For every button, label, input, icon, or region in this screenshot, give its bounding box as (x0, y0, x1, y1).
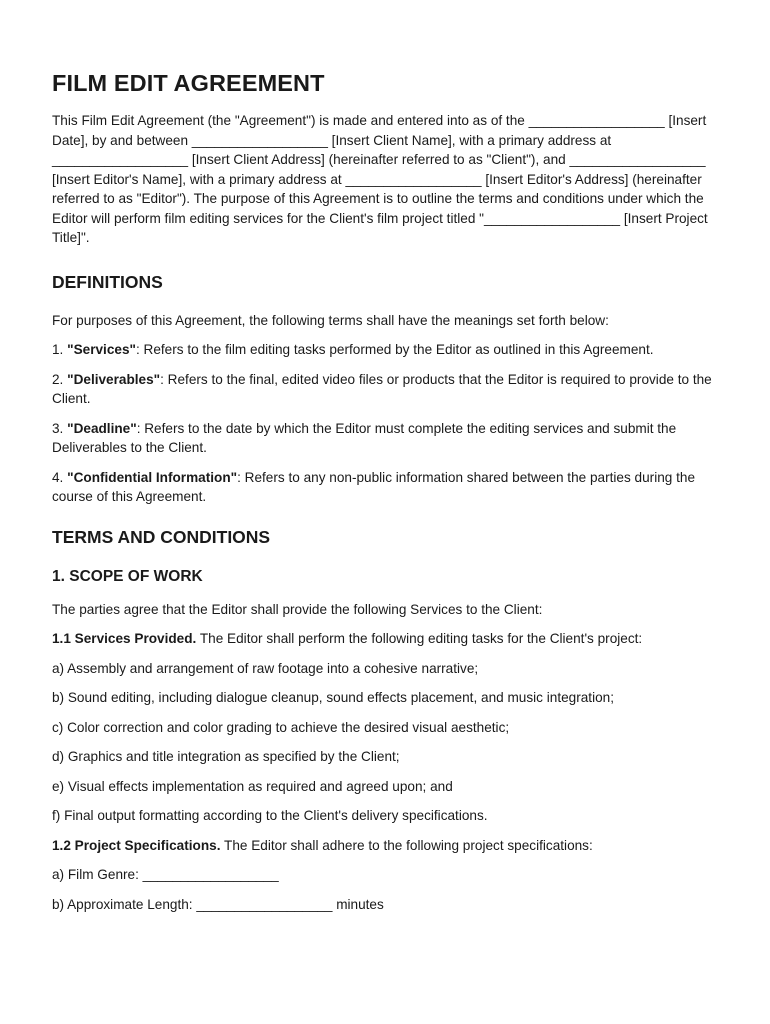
intro-paragraph: This Film Edit Agreement (the "Agreement") is made and entered into as of the __________________ [Insert Date], by and between __________________ [Insert Client Name], with a primary address at __________________ [Insert Client Address] (hereinafter referred to as "Client"), and __________________ [Insert Editor's Name], with a primary address at __________________ [Insert Editor's Address] (hereinafter referred to as "Editor"). The purpose of this Agreement is to outline the terms and conditions under which the Editor will perform film editing services for the Client's film project titled "__________________ [Insert Project Title]". (52, 113, 708, 245)
definition-num: 1. (52, 342, 64, 357)
definition-item (52, 468, 722, 507)
services-clause (52, 629, 722, 649)
definition-term: "Confidential Information" (67, 469, 238, 485)
definition-term: "Services" (67, 342, 136, 357)
definitions-heading: DEFINITIONS (52, 271, 163, 292)
scope-heading: 1. SCOPE OF WORK (52, 567, 203, 585)
service-item: c) Color correction and color grading to achieve the desired visual aesthetic; (52, 719, 510, 735)
definition-item (52, 419, 722, 458)
service-item: f) Final output formatting according to the Client's delivery specifications. (52, 808, 488, 823)
document-title: FILM EDIT AGREEMENT (52, 70, 325, 96)
definition-text: : Refers to the film editing tasks performed by the Editor as outlined in this Agreement. (135, 342, 654, 357)
services-text: The Editor shall perform the following editing tasks for the Client's project: (196, 631, 643, 646)
specs-text: The Editor shall adhere to the following project specifications: (220, 837, 593, 853)
scope-intro: The parties agree that the Editor shall provide the following Services to the Client: (52, 601, 543, 617)
specs-label: 1.2 Project Specifications. (52, 837, 221, 853)
definition-num: 2. (52, 371, 64, 387)
service-item: e) Visual effects implementation as required and agreed upon; and (52, 778, 453, 794)
service-item: b) Sound editing, including dialogue cleanup, sound effects placement, and music integration; (52, 690, 614, 705)
definition-text: : Refers to the date by which the Editor must complete the editing services and submit the Deliverables to the Client. (52, 420, 677, 455)
definition-item (52, 370, 722, 409)
definition-text: : Refers to the final, edited video files or products that the Editor is required to provide to the Client. (52, 371, 712, 406)
services-label: 1.1 Services Provided. (52, 631, 197, 646)
document-page (52, 70, 722, 914)
spec-item: a) Film Genre: __________________ (52, 867, 279, 882)
service-item: a) Assembly and arrangement of raw footage into a cohesive narrative; (52, 660, 479, 676)
definition-num: 3. (52, 420, 64, 436)
terms-heading: TERMS AND CONDITIONS (52, 526, 271, 547)
definition-term: "Deliverables" (67, 371, 161, 387)
definition-num: 4. (52, 469, 64, 485)
definition-item (52, 340, 722, 360)
definition-term: "Deadline" (67, 420, 137, 436)
definition-text: : Refers to any non-public information shared between the parties during the course of this Agreement. (52, 469, 696, 504)
spec-item: b) Approximate Length: __________________ minutes (52, 896, 384, 912)
service-item: d) Graphics and title integration as specified by the Client; (52, 749, 400, 764)
specs-clause (52, 836, 722, 856)
definitions-intro: For purposes of this Agreement, the following terms shall have the meanings set forth below: (52, 312, 609, 328)
